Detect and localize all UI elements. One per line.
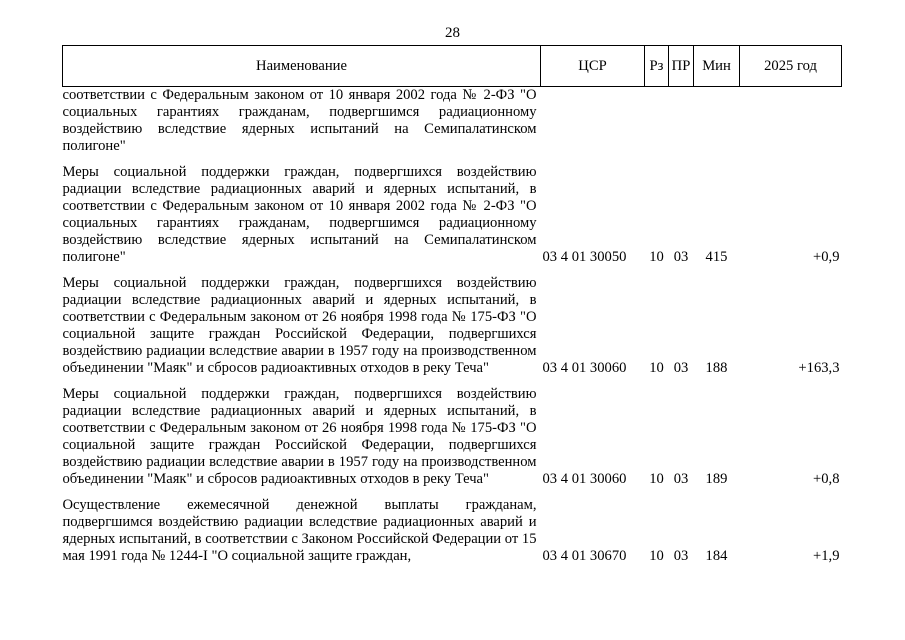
table-row-continuation <box>63 87 842 156</box>
row-pr: 03 <box>673 471 689 487</box>
row-rz: 10 <box>649 360 664 376</box>
table-row <box>63 386 842 488</box>
row-min: 184 <box>705 548 728 564</box>
table-row <box>63 164 842 266</box>
row-rz: 10 <box>649 471 664 487</box>
continuation-text: соответствии с Федеральным законом от 10 января 2002 года № 2-ФЗ "О социальных гарантиях гражданам, подвергшимся радиационному воздействию вследствие ядерных испытаний на Семипалатинском полигоне" <box>62 87 537 154</box>
header-amount: 2025 год <box>740 46 842 87</box>
header-rz: Рз <box>645 46 669 87</box>
row-amount: +0,9 <box>813 249 840 265</box>
row-pr: 03 <box>673 548 689 564</box>
row-name: Меры социальной поддержки граждан, подвергшихся воздействию радиации вследствие радиационных аварий и ядерных испытаний, в соответствии с Федеральным законом от 10 января 2002 года № 2-ФЗ "О социальных гарантиях гражданам, подвергшимся радиационному воздействию вследствие ядерных испытаний на Семипалатинском полигоне" <box>62 164 537 265</box>
row-amount: +0,8 <box>813 471 840 487</box>
table-row <box>63 497 842 565</box>
header-name: Наименование <box>63 46 541 87</box>
row-pr: 03 <box>673 249 689 265</box>
row-pr: 03 <box>673 360 689 376</box>
header-csr: ЦСР <box>541 46 645 87</box>
page-number: 28 <box>445 25 460 41</box>
row-name: Меры социальной поддержки граждан, подвергшихся воздействию радиации вследствие радиационных аварий и ядерных испытаний, в соответствии с Федеральным законом от 26 ноября 1998 года № 175-ФЗ "О социальной защите граждан Российской Федерации, подвергшихся воздействию радиации вследствие аварии в 1957 году на производственном объединении "Маяк" и сбросов радиоактивных отходов в реку Теча" <box>62 275 537 376</box>
header-min: Мин <box>694 46 740 87</box>
row-min: 189 <box>705 471 728 487</box>
table-row <box>63 275 842 377</box>
row-min: 415 <box>705 249 728 265</box>
row-csr: 03 4 01 30060 <box>542 471 627 487</box>
budget-table <box>62 45 842 565</box>
header-pr: ПР <box>669 46 694 87</box>
table-header-row <box>63 46 842 87</box>
row-amount: +163,3 <box>798 360 840 376</box>
row-csr: 03 4 01 30670 <box>542 548 627 564</box>
row-min: 188 <box>705 360 728 376</box>
row-csr: 03 4 01 30050 <box>542 249 627 265</box>
row-csr: 03 4 01 30060 <box>542 360 627 376</box>
row-name: Меры социальной поддержки граждан, подвергшихся воздействию радиации вследствие радиационных аварий и ядерных испытаний, в соответствии с Федеральным законом от 26 ноября 1998 года № 175-ФЗ "О социальной защите граждан Российской Федерации, подвергшихся воздействию радиации вследствие аварии в 1957 году на производственном объединении "Маяк" и сбросов радиоактивных отходов в реку Теча" <box>62 386 537 487</box>
row-rz: 10 <box>649 548 664 564</box>
row-name: Осуществление ежемесячной денежной выплаты гражданам, подвергшимся воздействию радиации вследствие радиационных аварий и ядерных испытаний, в соответствии с Законом Российской Федерации от 15 мая 1991 года № 1244-I "О социальной защите граждан, <box>62 497 537 564</box>
row-rz: 10 <box>649 249 664 265</box>
row-amount: +1,9 <box>813 548 840 564</box>
